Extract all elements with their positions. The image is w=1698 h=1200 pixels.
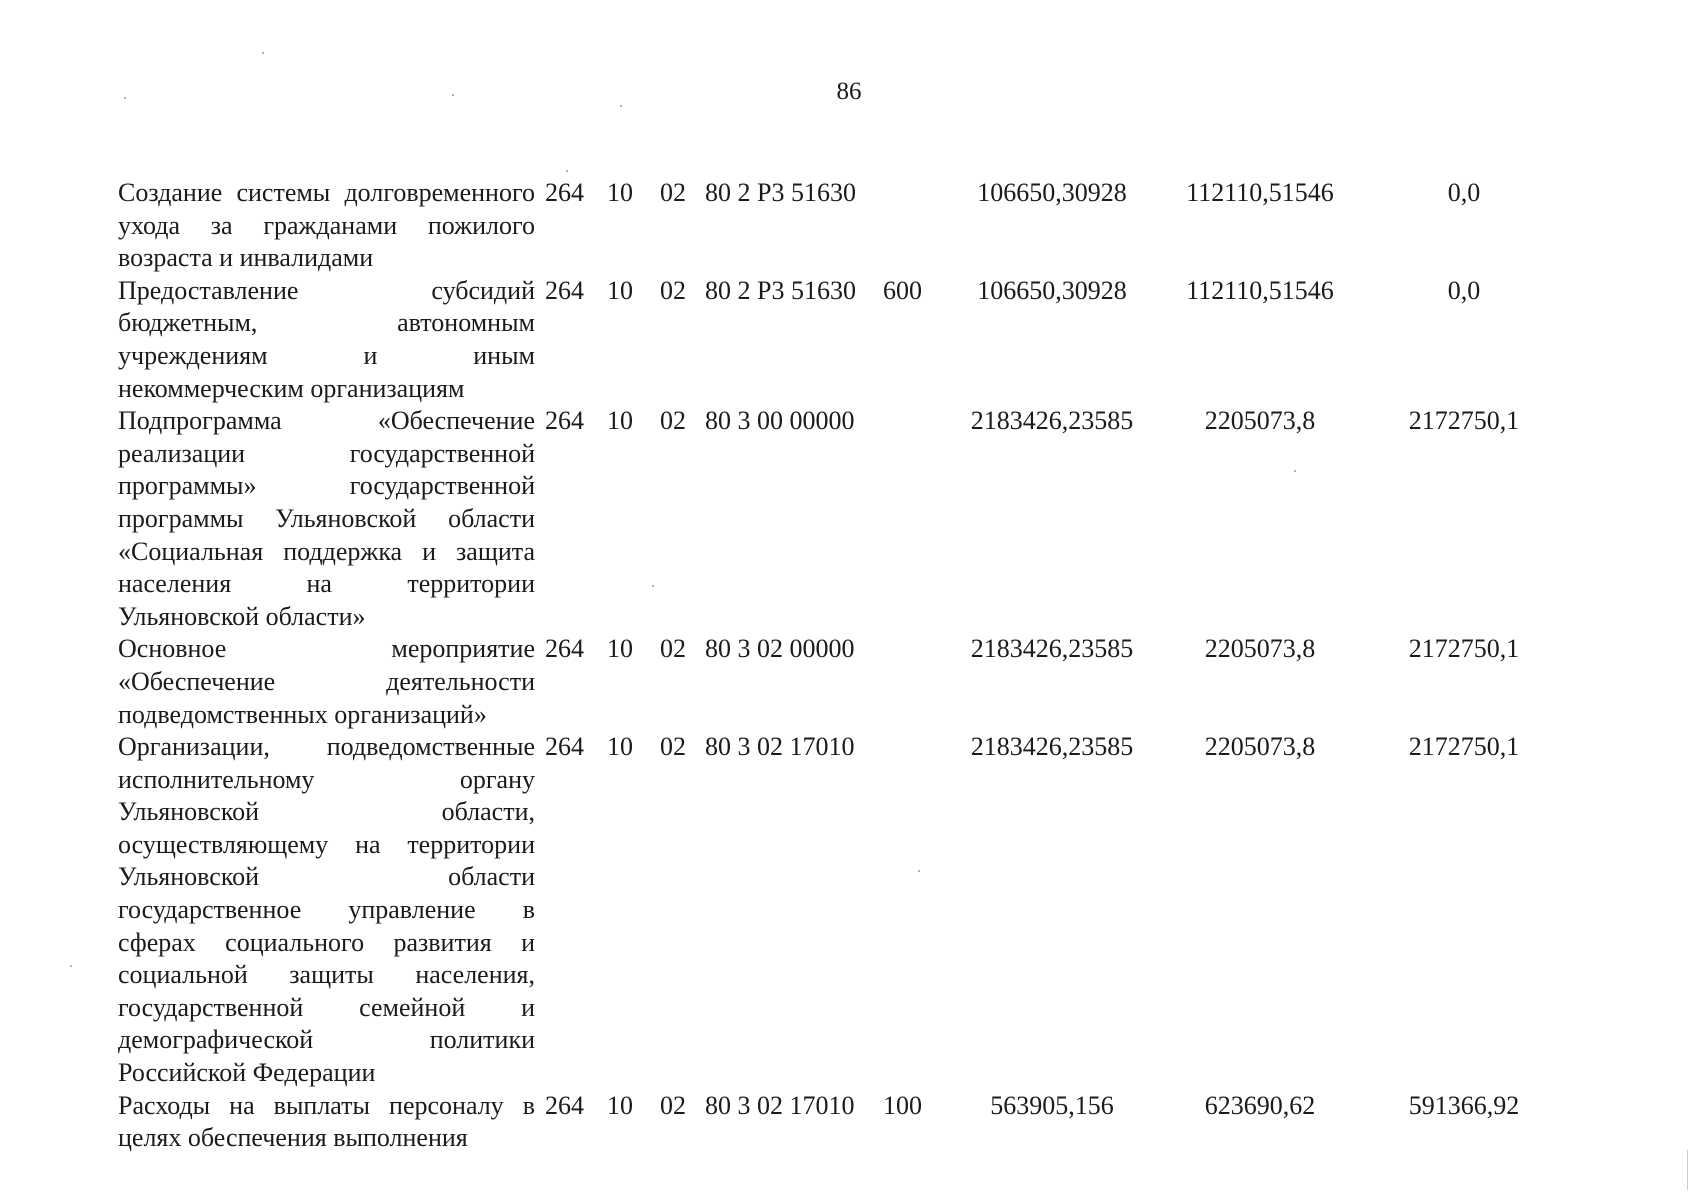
row-amount-year1: 106650,30928 xyxy=(977,275,1127,305)
row-name: Предоставление субсидий бюджетным, автономным учреждениям и иным некоммерческим организациям xyxy=(118,275,535,403)
table-row xyxy=(118,731,1571,1090)
table-row xyxy=(118,633,1571,731)
row-expense-type xyxy=(883,633,941,731)
row-amount-year1: 106650,30928 xyxy=(977,178,1127,207)
row-target-code: 80 3 02 00000 xyxy=(705,634,855,664)
row-section-code: 10 xyxy=(607,178,633,207)
row-admin-code: 264 xyxy=(545,732,584,762)
row-name: Основное мероприятие «Обеспечение деятельности подведомственных организаций» xyxy=(118,634,535,729)
row-amount-year3: 2172750,1 xyxy=(1408,406,1520,436)
row-admin-code: 264 xyxy=(545,634,584,664)
row-admin-code: 264 xyxy=(545,275,584,305)
row-subsection-code: 02 xyxy=(660,178,686,207)
scan-speck xyxy=(566,170,568,172)
row-target-code: 80 2 P3 51630 xyxy=(705,178,856,207)
row-amount-year1: 563905,156 xyxy=(990,1090,1114,1120)
scan-speck xyxy=(620,105,622,107)
row-expense-type: 600 xyxy=(883,275,922,305)
row-section-code: 10 xyxy=(607,1090,633,1120)
row-expense-type xyxy=(883,731,941,1090)
row-section-code: 10 xyxy=(607,634,633,664)
row-subsection-code: 02 xyxy=(660,732,686,762)
table-row xyxy=(118,405,1571,633)
row-expense-type: 100 xyxy=(883,1090,922,1120)
row-amount-year3: 0,0 xyxy=(1447,275,1481,305)
row-target-code: 80 3 02 17010 xyxy=(705,732,855,762)
row-amount-year2: 112110,51546 xyxy=(1186,275,1334,305)
row-amount-year2: 2205073,8 xyxy=(1204,406,1316,436)
row-amount-year1: 2183426,23585 xyxy=(970,406,1134,436)
scan-speck xyxy=(70,965,72,967)
row-amount-year1: 2183426,23585 xyxy=(970,634,1134,664)
row-admin-code: 264 xyxy=(545,178,584,207)
scan-edge-line xyxy=(1687,1150,1688,1190)
row-name: Расходы на выплаты персоналу в целях обеспечения выполнения xyxy=(118,1090,535,1153)
row-expense-type xyxy=(883,177,941,275)
row-section-code: 10 xyxy=(607,275,633,305)
row-amount-year3: 2172750,1 xyxy=(1408,732,1520,762)
row-target-code: 80 2 P3 51630 xyxy=(705,275,856,305)
row-subsection-code: 02 xyxy=(660,406,686,436)
row-amount-year2: 623690,62 xyxy=(1204,1090,1316,1120)
table-row xyxy=(118,275,1571,405)
row-section-code: 10 xyxy=(607,732,633,762)
page-number: 86 xyxy=(836,78,862,105)
row-amount-year3: 591366,92 xyxy=(1408,1090,1520,1120)
row-section-code: 10 xyxy=(607,406,633,436)
scan-speck xyxy=(262,52,264,54)
row-amount-year3: 0,0 xyxy=(1447,178,1481,207)
scan-speck xyxy=(1294,470,1296,472)
table-row xyxy=(118,177,1571,275)
scan-speck xyxy=(452,94,454,96)
row-target-code: 80 3 00 00000 xyxy=(705,406,855,436)
row-name: Организации, подведомственные исполнительному органу Ульяновской области, осуществляющему на территории Ульяновской области государственное управление в сферах социального развития и социальной защиты населения, государственной семейной и демографической политики Российской Федерации xyxy=(118,732,535,1088)
budget-table xyxy=(118,177,1571,1155)
row-amount-year1: 2183426,23585 xyxy=(970,732,1134,762)
table-row xyxy=(118,1090,1571,1155)
scan-speck xyxy=(918,870,920,872)
row-expense-type xyxy=(883,405,941,633)
row-subsection-code: 02 xyxy=(660,634,686,664)
row-name: Создание системы долговременного ухода за гражданами пожилого возраста и инвалидами xyxy=(118,178,535,273)
row-admin-code: 264 xyxy=(545,1090,584,1120)
row-name: Подпрограмма «Обеспечение реализации государственной программы» государственной программы Ульяновской области «Социальная поддержка и защита населения на территории Ульяновской области» xyxy=(118,406,535,631)
row-amount-year2: 2205073,8 xyxy=(1204,732,1316,762)
scan-speck xyxy=(652,585,654,587)
scan-speck xyxy=(124,97,126,99)
row-amount-year3: 2172750,1 xyxy=(1408,634,1520,664)
row-amount-year2: 112110,51546 xyxy=(1186,178,1334,207)
row-amount-year2: 2205073,8 xyxy=(1204,634,1316,664)
row-subsection-code: 02 xyxy=(660,275,686,305)
row-subsection-code: 02 xyxy=(660,1090,686,1120)
row-target-code: 80 3 02 17010 xyxy=(705,1090,855,1120)
row-admin-code: 264 xyxy=(545,406,584,436)
